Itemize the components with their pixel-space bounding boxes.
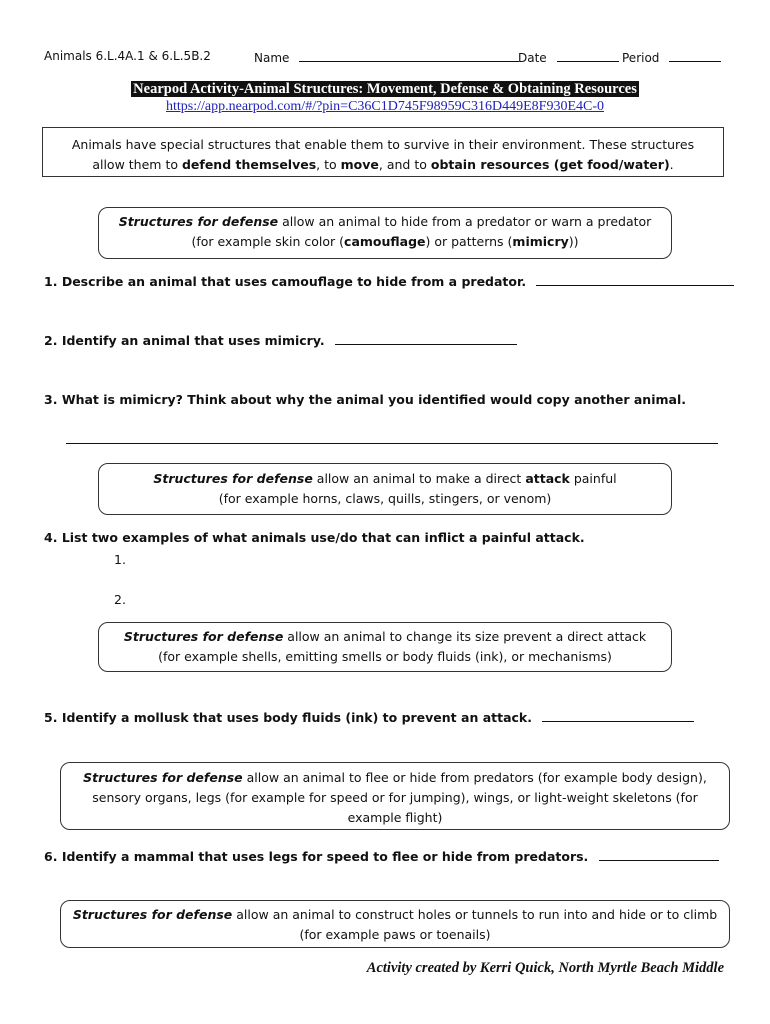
question-4: 4. List two examples of what animals use/do that can inflict a painful attack. — [44, 530, 585, 545]
date-label: Date — [518, 51, 547, 65]
question-3: 3. What is mimicry? Think about why the animal you identified would copy another animal. — [44, 392, 686, 407]
q3-answer-line[interactable] — [66, 443, 718, 444]
q4-item-1[interactable]: 1. — [114, 552, 126, 567]
box5-line-1: Structures for defense allow an animal to construct holes or tunnels to run into and hide or to climb — [72, 907, 718, 922]
page-title: Nearpod Activity-Animal Structures: Movement, Defense & Obtaining Resources — [133, 81, 637, 97]
box1-line-2: (for example skin color (camouflage) or patterns (mimicry)) — [191, 234, 579, 249]
name-label: Name — [254, 51, 290, 65]
date-blank[interactable] — [557, 49, 619, 62]
box4-line-1: Structures for defense allow an animal to flee or hide from predators (for example body design), — [83, 770, 707, 785]
question-6: 6. Identify a mammal that uses legs for speed to flee or hide from predators. — [44, 848, 719, 864]
box4-line-3: example flight) — [347, 810, 443, 825]
q4-item-2[interactable]: 2. — [114, 592, 126, 607]
nearpod-link[interactable]: https://app.nearpod.com/#/?pin=C36C1D745F98959C316D449E8F930E4C-0 — [166, 99, 604, 114]
box5-line-2: (for example paws or toenails) — [299, 927, 491, 942]
q6-answer-blank[interactable] — [599, 848, 719, 861]
date-field[interactable] — [518, 49, 619, 65]
question-1: 1. Describe an animal that uses camouflage to hide from a predator. — [44, 273, 734, 289]
size-change-info-box — [98, 622, 672, 672]
period-blank[interactable] — [669, 49, 721, 62]
camouflage-info-box — [98, 207, 672, 259]
intro-line-2: allow them to defend themselves, to move, and to obtain resources (get food/water). — [92, 157, 674, 172]
box3-line-1: Structures for defense allow an animal to change its size prevent a direct attack — [123, 629, 647, 644]
intro-line-1: Animals have special structures that enable them to survive in their environment. These structures — [71, 137, 695, 152]
intro-box — [42, 127, 724, 177]
question-2: 2. Identify an animal that uses mimicry. — [44, 332, 517, 348]
box1-line-1: Structures for defense allow an animal to hide from a predator or warn a predator — [118, 214, 652, 229]
standards-label: Animals 6.L.4A.1 & 6.L.5B.2 — [44, 49, 211, 63]
box2-line-2: (for example horns, claws, quills, stingers, or venom) — [218, 491, 552, 506]
period-label: Period — [622, 51, 660, 65]
box3-line-2: (for example shells, emitting smells or body fluids (ink), or mechanisms) — [158, 649, 612, 664]
box4-line-2: sensory organs, legs (for example for speed or for jumping), wings, or light-weight skeletons (for — [92, 790, 698, 805]
question-5: 5. Identify a mollusk that uses body fluids (ink) to prevent an attack. — [44, 709, 694, 725]
attack-info-box — [98, 463, 672, 515]
name-blank[interactable] — [299, 49, 519, 62]
period-field[interactable] — [622, 49, 721, 65]
name-field[interactable] — [254, 49, 519, 65]
flee-info-box — [60, 762, 730, 830]
box2-line-1: Structures for defense allow an animal to make a direct attack painful — [153, 471, 617, 486]
q2-answer-blank[interactable] — [335, 332, 517, 345]
q5-answer-blank[interactable] — [542, 709, 694, 722]
credit-footer: Activity created by Kerri Quick, North Myrtle Beach Middle — [366, 960, 724, 976]
burrow-climb-info-box — [60, 900, 730, 948]
q1-answer-blank[interactable] — [536, 273, 734, 286]
